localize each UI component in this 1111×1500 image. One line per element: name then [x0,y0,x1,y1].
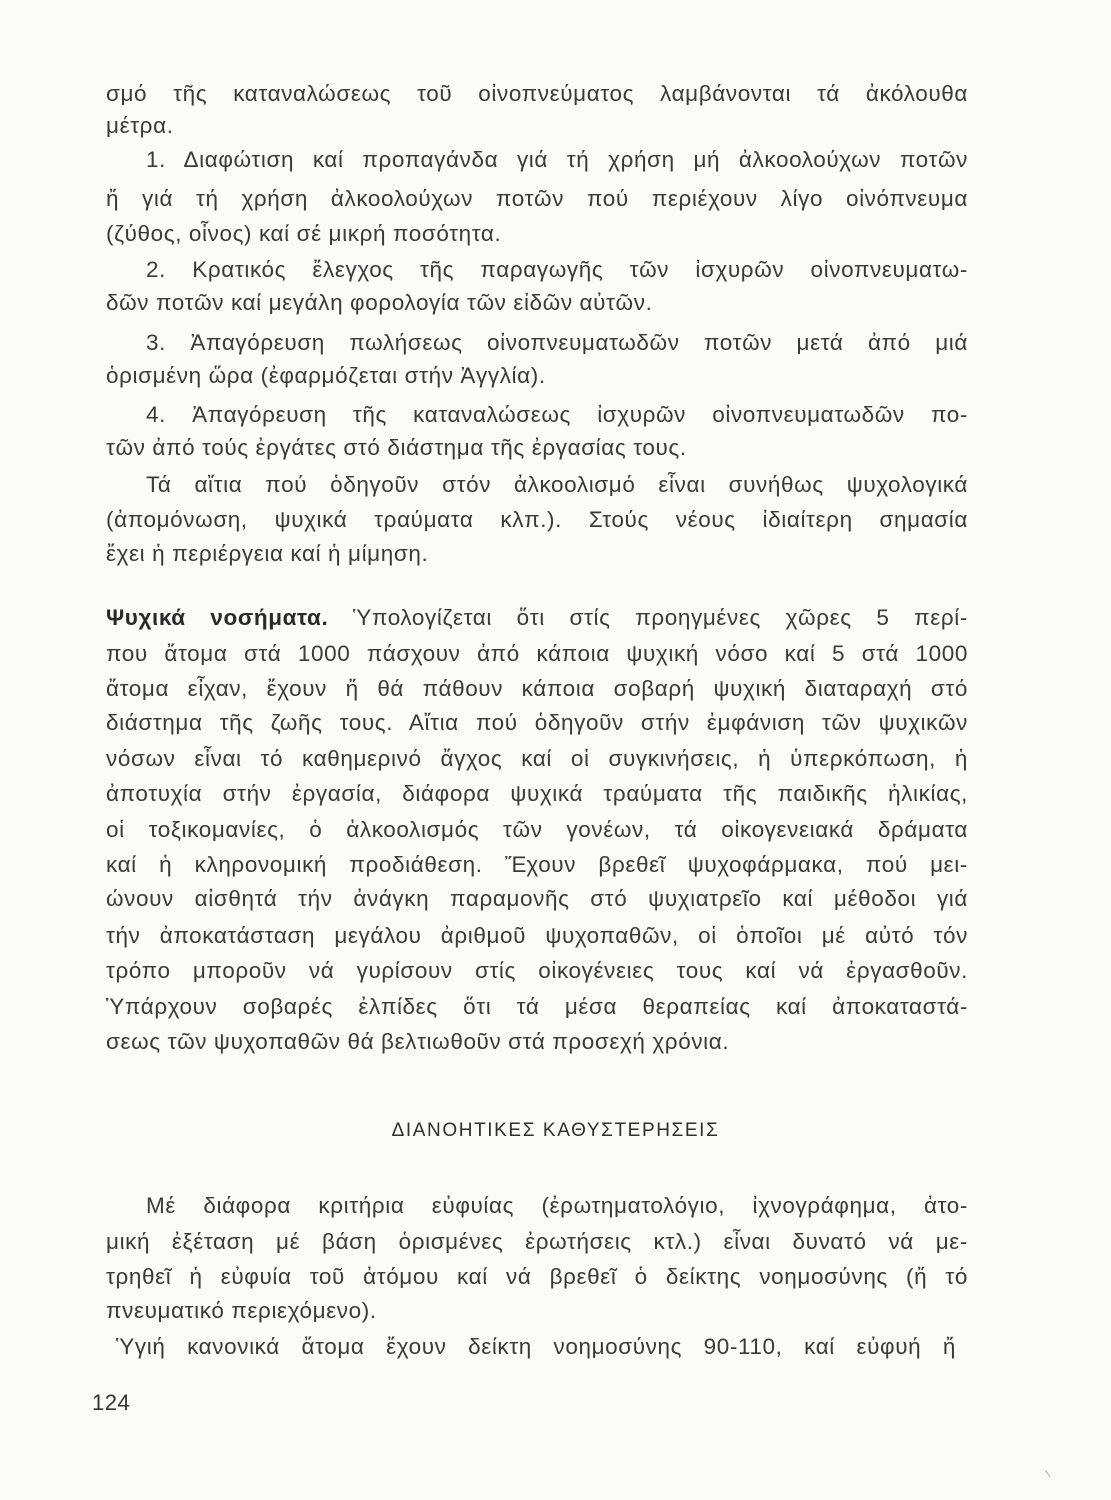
page-number: 124 [92,1390,131,1415]
text-line: ἀποτυχία στήν ἐργασία, διάφορα ψυχικά τραύματα τῆς παιδικῆς ἡλικίας, [106,781,968,806]
text-line: (ζύθος, οἶνος) καί σέ μικρή ποσότητα. [106,221,502,246]
text-line: νόσων εἶναι τό καθημερινό ἄγχος καί οἱ συγκινήσεις, ἡ ὑπερκόπωση, ἡ [106,746,968,771]
paragraph-causes: Τά αἴτια πού ὁδηγοῦν στόν ἀλκοολισμό εἶναι συνήθως ψυχολογικά [146,472,968,497]
text-line: μέτρα. [106,113,174,138]
paragraph-mental-illness [106,602,968,634]
text-line: τρηθεῖ ἡ εὐφυία τοῦ ἀτόμου καί νά βρεθεῖ ὁ δείκτης νοημοσύνης (ἤ τό [106,1264,968,1289]
mental-illness-lead: Ψυχικά νοσήματα. [106,605,329,630]
section-heading: ΔΙΑΝΟΗΤΙΚΕΣ ΚΑΘΥΣΤΕΡΗΣΕΙΣ [391,1120,720,1141]
text-line: μική ἐξέταση μέ βάση ὁρισμένες ἐρωτήσεις κτλ.) εἶναι δυνατό νά με- [106,1229,968,1254]
mental-illness-text: Ὑπολογίζεται ὅτι στίς προηγμένες χῶρες 5 περί- [353,605,968,630]
text-line: τρόπο μποροῦν νά γυρίσουν στίς οἰκογένειες τους καί νά ἐργασθοῦν. [106,958,968,983]
text-line: ἔχει ἡ περιέργεια καί ἡ μίμηση. [106,541,429,566]
text-line: πνευματικό περιεχόμενο). [106,1298,377,1323]
list-item-4: 4. Ἀπαγόρευση τῆς καταναλώσεως ἰσχυρῶν οἰνοπνευματωδῶν πο- [146,402,968,427]
text-line: ώνουν αἰσθητά τήν ἀνάγκη παραμονῆς στό ψυχιατρεῖο καί μέθοδοι γιά [106,886,968,911]
text-line: ὁρισμένη ὥρα (ἐφαρμόζεται στήν Ἀγγλία). [106,363,546,388]
text-line: (ἀπομόνωση, ψυχικά τραύματα κλπ.). Στούς νέους ἰδιαίτερη σημασία [106,507,968,532]
paragraph-intelligence: Μέ διάφορα κριτήρια εὐφυίας (ἐρωτηματολόγιο, ἰχνογράφημα, ἀτο- [146,1193,968,1218]
text-line: οἱ τοξικομανίες, ὁ ἀλκοολισμός τῶν γονέων, τά οἰκογενειακά δράματα [106,817,968,842]
text-line: διάστημα τῆς ζωῆς τους. Αἴτια πού ὁδηγοῦν στήν ἐμφάνιση τῶν ψυχικῶν [106,710,968,735]
list-item-3: 3. Ἀπαγόρευση πωλήσεως οἰνοπνευματωδῶν ποτῶν μετά ἀπό μιά [146,330,968,355]
text-line: δῶν ποτῶν καί μεγάλη φορολογία τῶν εἰδῶν αὐτῶν. [106,290,653,315]
list-item-1: 1. Διαφώτιση καί προπαγάνδα γιά τή χρήση μή ἀλκοολούχων ποτῶν [146,147,968,172]
text-line: τήν ἀποκατάσταση μεγάλου ἀριθμοῦ ψυχοπαθῶν, οἱ ὁποῖοι μέ αὐτό τόν [106,923,968,948]
text-line: ἤ γιά τή χρήση ἀλκοολούχων ποτῶν πού περιέχουν λίγο οἰνόπνευμα [106,186,968,211]
paragraph-iq: Ὑγιή κανονικά ἄτομα ἔχουν δείκτη νοημοσύνης 90-110, καί εὐφυή ἤ [116,1334,956,1359]
text-line: ἄτομα εἶχαν, ἔχουν ἤ θά πάθουν κάποια σοβαρή ψυχική διαταραχή στό [106,676,968,701]
text-line: σμό τῆς καταναλώσεως τοῦ οἰνοπνεύματος λαμβάνονται τά ἀκόλουθα [106,81,968,106]
text-line: τῶν ἀπό τούς ἐργάτες στό διάστημα τῆς ἐργασίας τους. [106,435,687,460]
text-line: Ὑπάρχουν σοβαρές ἐλπίδες ὅτι τά μέσα θεραπείας καί ἀποκαταστά- [106,994,968,1019]
text-line: που ἄτομα στά 1000 πάσχουν ἀπό κάποια ψυχική νόσο καί 5 στά 1000 [106,641,968,666]
list-item-2: 2. Κρατικός ἔλεγχος τῆς παραγωγῆς τῶν ἰσχυρῶν οἰνοπνευματω- [146,257,968,282]
scan-mark [1039,1470,1051,1482]
text-line: καί ἡ κληρονομική προδιάθεση. Ἔχουν βρεθεῖ ψυχοφάρμακα, πού μει- [106,852,968,877]
text-line: σεως τῶν ψυχοπαθῶν θά βελτιωθοῦν στά προσεχή χρόνια. [106,1029,730,1054]
